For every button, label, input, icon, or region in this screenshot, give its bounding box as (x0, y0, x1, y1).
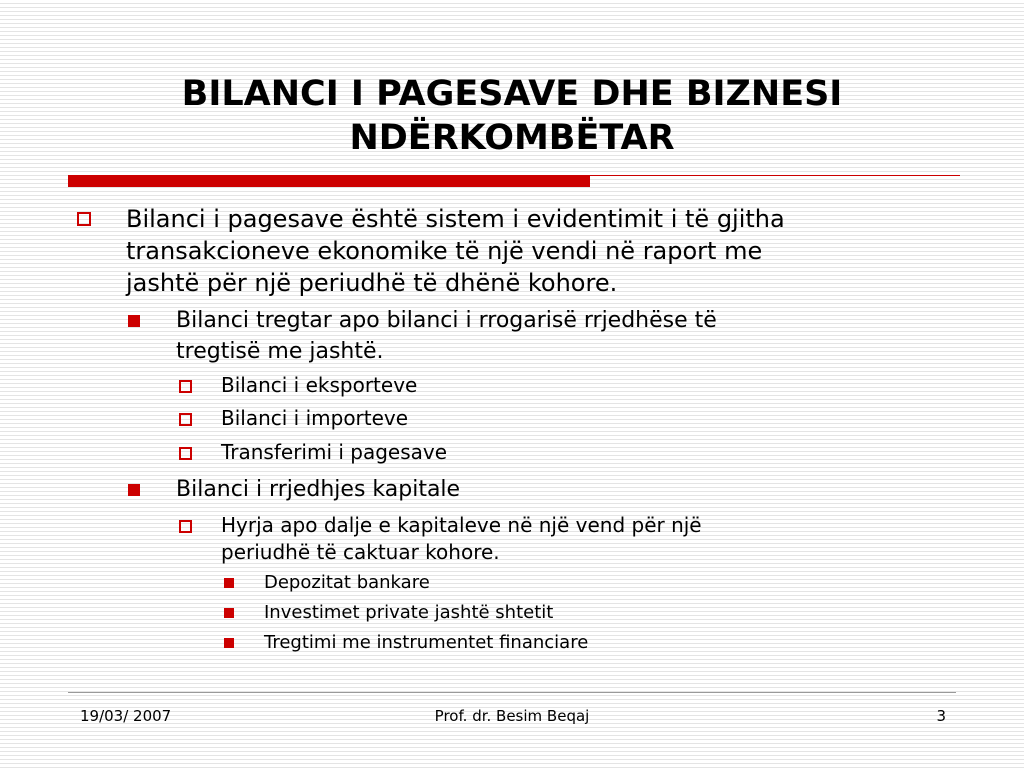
hollow-square-bullet-icon (179, 380, 192, 393)
bullet-capital-flows: Hyrja apo dalje e kapitaleve në një vend për një periudhë të caktuar kohore. (221, 512, 921, 566)
solid-square-bullet-icon (128, 315, 140, 327)
hollow-square-bullet-icon (179, 413, 192, 426)
bullet-current-account: Bilanci tregtar apo bilanci i rrogarisë rrjedhëse të tregtisë me jashtë. (176, 305, 936, 367)
bullet-bank-deposits: Depozitat bankare (264, 568, 944, 598)
solid-square-bullet-icon (128, 484, 140, 496)
footer-divider-line (68, 692, 956, 693)
bullet-financial-instruments: Tregtimi me instrumentet financiare (264, 628, 944, 658)
bullet-private-investments: Investimet private jashtë shtetit (264, 598, 944, 628)
hollow-square-bullet-icon (179, 447, 192, 460)
solid-square-bullet-icon (224, 578, 234, 588)
bullet-exports: Bilanci i eksporteve (221, 372, 921, 399)
bullet-imports: Bilanci i importeve (221, 405, 921, 432)
solid-square-bullet-icon (224, 608, 234, 618)
bullet-transfers: Transferimi i pagesave (221, 439, 921, 466)
slide-title-line-1: BILANCI I PAGESAVE DHE BIZNESI (181, 74, 843, 114)
slide-title-line-2: NDËRKOMBËTAR (349, 118, 675, 158)
bullet-capital-account: Bilanci i rrjedhjes kapitale (176, 474, 936, 505)
solid-square-bullet-icon (224, 638, 234, 648)
bullet-balance-of-payments: Bilanci i pagesave është sistem i evidentimit i të gjitha transakcioneve ekonomike të një vendi në raport me jashtë për një periudhë të dhënë kohore. (126, 203, 966, 299)
hollow-square-bullet-icon (77, 212, 91, 226)
footer-page-number: 3 (936, 707, 946, 725)
hollow-square-bullet-icon (179, 520, 192, 533)
footer-date: 19/03/ 2007 (80, 707, 172, 725)
footer-author: Prof. dr. Besim Beqaj (434, 707, 590, 725)
